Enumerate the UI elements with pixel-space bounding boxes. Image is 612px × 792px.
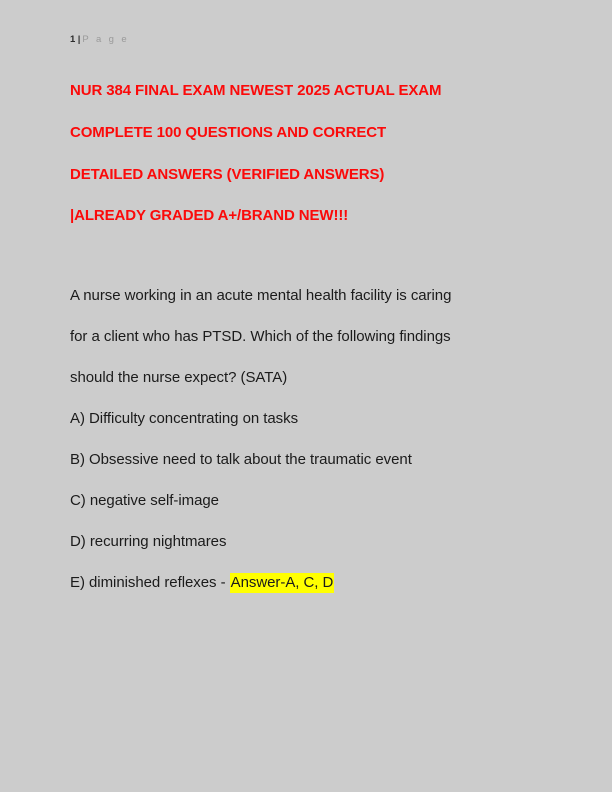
page-header-separator: | bbox=[77, 34, 81, 45]
page-number: 1 bbox=[70, 34, 76, 45]
question-block bbox=[70, 275, 542, 603]
answer-highlight: Answer-A, C, D bbox=[230, 574, 334, 592]
question-stem-line-2: for a client who has PTSD. Which of the following findings bbox=[70, 328, 451, 346]
title-line-2: COMPLETE 100 QUESTIONS AND CORRECT bbox=[70, 123, 387, 141]
option-b: B) Obsessive need to talk about the traumatic event bbox=[70, 451, 412, 469]
option-a: A) Difficulty concentrating on tasks bbox=[70, 410, 299, 428]
page-header-label: P a g e bbox=[82, 34, 130, 45]
question-stem-line-1: A nurse working in an acute mental health facility is caring bbox=[70, 287, 452, 305]
question-stem-line-3: should the nurse expect? (SATA) bbox=[70, 369, 288, 387]
page-header bbox=[70, 34, 129, 46]
title-line-4: |ALREADY GRADED A+/BRAND NEW!!! bbox=[70, 207, 349, 225]
document-title bbox=[70, 70, 542, 237]
option-d: D) recurring nightmares bbox=[70, 533, 227, 551]
option-e bbox=[70, 562, 542, 603]
title-line-1: NUR 384 FINAL EXAM NEWEST 2025 ACTUAL EXAM bbox=[70, 82, 442, 99]
option-e-text: E) diminished reflexes - bbox=[70, 574, 230, 592]
title-line-3: DETAILED ANSWERS (VERIFIED ANSWERS) bbox=[70, 165, 385, 183]
document-content bbox=[70, 70, 542, 603]
option-c: C) negative self-image bbox=[70, 492, 219, 510]
